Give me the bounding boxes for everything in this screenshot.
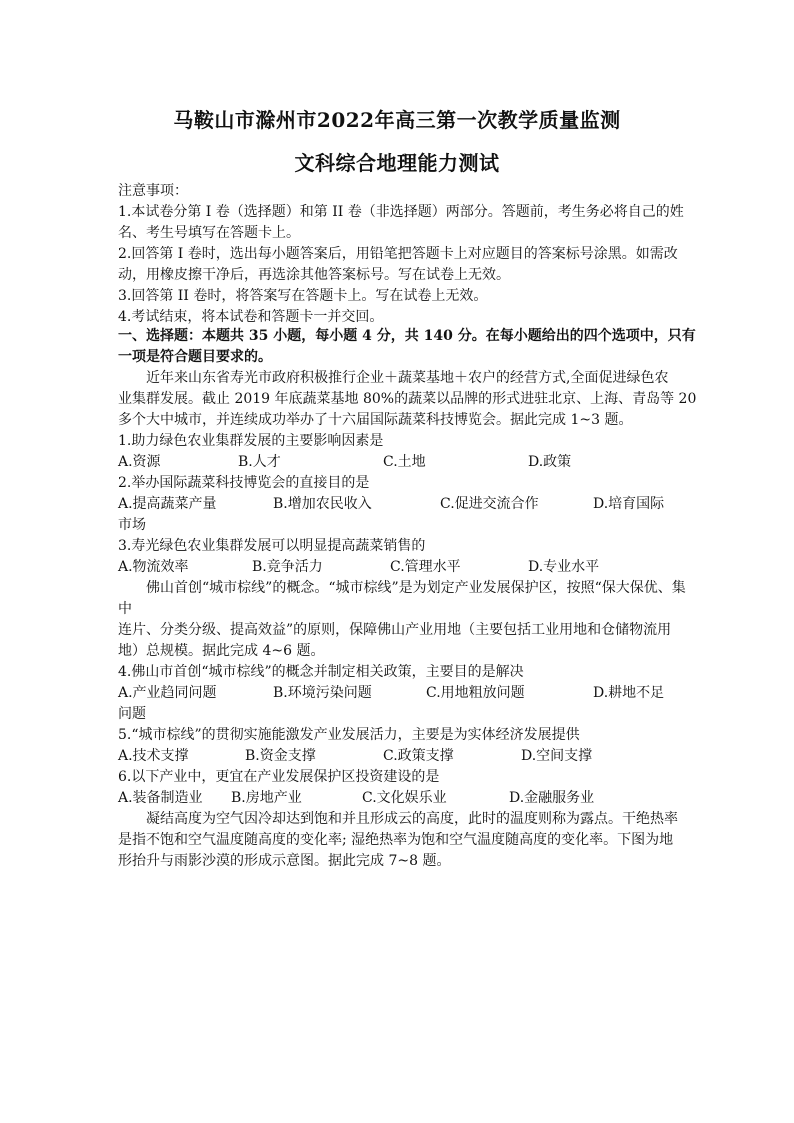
q5-option-d: D.空间支撑 <box>521 748 593 764</box>
q1-option-b: B.人才 <box>238 454 281 470</box>
q5-option-b: B.资金支撑 <box>245 748 316 764</box>
q4-option-d-cont: 问题 <box>118 706 146 722</box>
q4-option-b: B.环境污染问题 <box>273 685 372 701</box>
q4-option-d: D.耕地不足 <box>593 685 665 701</box>
q5-option-c: C.政策支撑 <box>383 748 454 764</box>
q6-option-d: D.金融服务业 <box>509 790 595 806</box>
notice-item-4: 4.考试结束，将本试卷和答题卡一并交回。 <box>118 309 384 325</box>
q3-option-c: C.管理水平 <box>390 559 461 575</box>
q3-option-a: A.物流效率 <box>118 559 189 575</box>
notice-item-1-cont: 名、考生号填写在答题卡上。 <box>118 225 300 241</box>
exam-title: 马鞍山市滁州市2022年高三第一次教学质量监测 <box>173 108 621 132</box>
notice-item-1: 1.本试卷分第 I 卷（选择题）和第 II 卷（非选择题）两部分。答题前，考生务必将自己的姓 <box>118 204 684 220</box>
question-1-stem: 1.助力绿色农业集群发展的主要影响因素是 <box>118 433 384 449</box>
q6-option-c: C.文化娱乐业 <box>362 790 447 806</box>
passage-3-line-2: 是指不饱和空气温度随高度的变化率; 湿绝热率为饱和空气温度随高度的变化率。下图为地 <box>118 832 674 848</box>
exam-subtitle: 文科综合地理能力测试 <box>294 151 500 175</box>
q2-option-a: A.提高蔬菜产量 <box>118 496 217 512</box>
notice-item-2: 2.回答第 I 卷时，选出每小题答案后，用铅笔把答题卡上对应题目的答案标号涂黑。如需改 <box>118 246 678 262</box>
passage-1-line-2: 业集群发展。截止 2019 年底蔬菜基地 80%的蔬菜以品牌的形式进驻北京、上海、青岛等 20 <box>118 391 697 407</box>
passage-2-line-2: 中 <box>118 601 132 617</box>
notice-item-3: 3.回答第 II 卷时，将答案写在答题卡上。写在试卷上无效。 <box>118 288 488 304</box>
q1-option-d: D.政策 <box>528 454 572 470</box>
q6-option-b: B.房地产业 <box>231 790 302 806</box>
q3-option-d: D.专业水平 <box>528 559 600 575</box>
passage-3-line-3: 形抬升与雨影沙漠的形成示意图。据此完成 7~8 题。 <box>118 853 451 869</box>
passage-1-line-3: 多个大中城市，并连续成功举办了十六届国际蔬菜科技博览会。据此完成 1~3 题。 <box>118 412 633 428</box>
notice-heading: 注意事项： <box>118 183 188 199</box>
question-5-stem: 5.“城市棕线”的贯彻实施能激发产业发展活力，主要是为实体经济发展提供 <box>118 727 580 743</box>
q1-option-a: A.资源 <box>118 454 161 470</box>
question-6-stem: 6.以下产业中，更宜在产业发展保护区投资建设的是 <box>118 769 440 785</box>
passage-2-line-4: 地）总规模。据此完成 4~6 题。 <box>118 643 325 659</box>
q5-option-a: A.技术支撑 <box>118 748 189 764</box>
passage-1-line-1: 近年来山东省寿光市政府积极推行企业＋蔬菜基地＋农户的经营方式,全面促进绿色农 <box>146 370 669 386</box>
q2-option-d-cont: 市场 <box>118 517 146 533</box>
passage-3-line-1: 凝结高度为空气因冷却达到饱和并且形成云的高度，此时的温度则称为露点。干绝热率 <box>146 811 678 827</box>
question-4-stem: 4.佛山市首创“城市棕线”的概念并制定相关政策，主要目的是解决 <box>118 664 524 680</box>
q4-option-a: A.产业趋同问题 <box>118 685 217 701</box>
q2-option-b: B.增加农民收入 <box>273 496 372 512</box>
passage-2-line-1: 佛山首创“城市棕线”的概念。“城市棕线”是为划定产业发展保护区，按照“保大保优、集 <box>146 580 686 596</box>
section-heading: 一、选择题：本题共 35 小题，每小题 4 分，共 140 分。在每小题给出的四个选项中，只有 <box>118 328 696 344</box>
q1-option-c: C.土地 <box>383 454 426 470</box>
passage-2-line-3: 连片、分类分级、提高效益”的原则，保障佛山产业用地（主要包括工业用地和仓储物流用 <box>118 622 672 638</box>
q4-option-c: C.用地粗放问题 <box>426 685 525 701</box>
q2-option-d: D.培育国际 <box>593 496 665 512</box>
notice-item-2-cont: 动，用橡皮擦干净后，再选涂其他答案标号。写在试卷上无效。 <box>118 267 510 283</box>
question-3-stem: 3.寿光绿色农业集群发展可以明显提高蔬菜销售的 <box>118 538 426 554</box>
q2-option-c: C.促进交流合作 <box>440 496 539 512</box>
q6-option-a: A.装备制造业 <box>118 790 203 806</box>
question-2-stem: 2.举办国际蔬菜科技博览会的直接目的是 <box>118 475 370 491</box>
q3-option-b: B.竞争活力 <box>252 559 323 575</box>
section-heading-cont: 一项是符合题目要求的。 <box>118 349 272 365</box>
